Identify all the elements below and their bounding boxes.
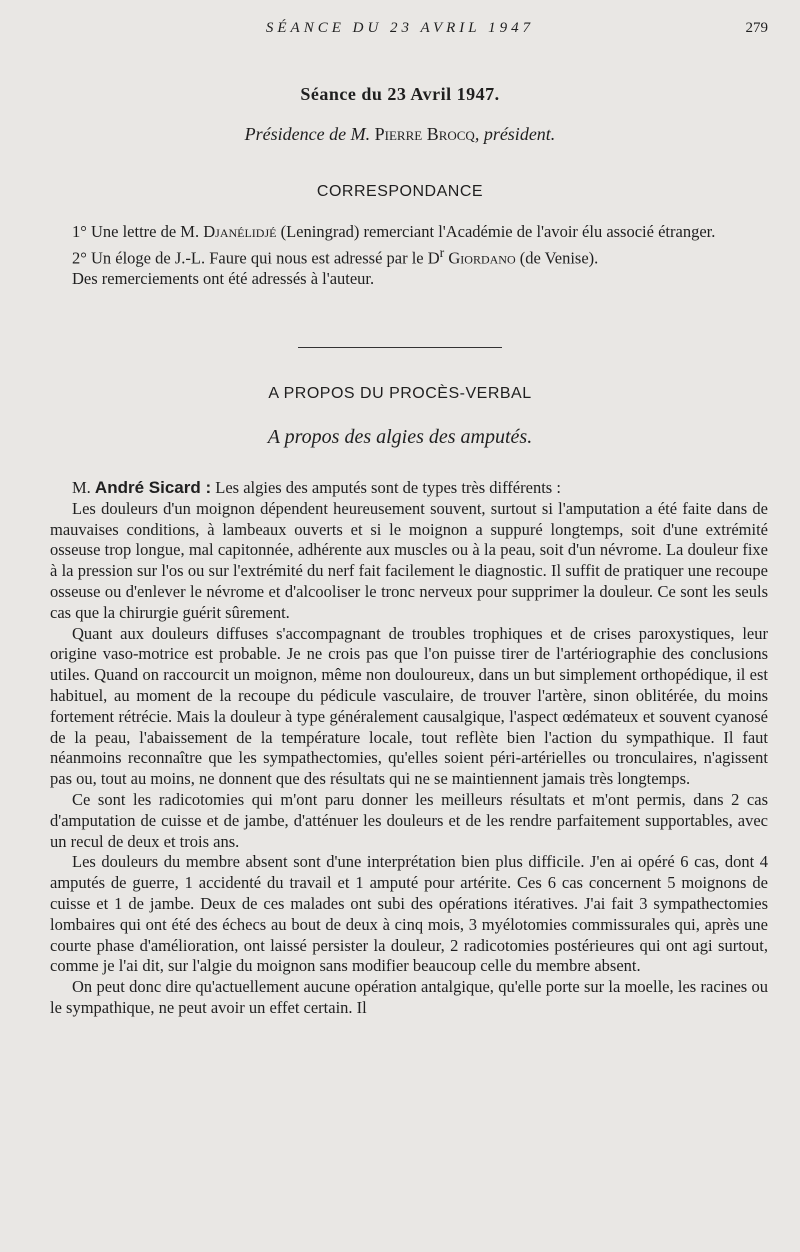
item1-name: Djanélidjé — [203, 222, 277, 241]
intervention-lead — [50, 478, 768, 499]
section-divider — [298, 347, 502, 348]
item1-suffix: (Leningrad) remerciant l'Académie de l'avoir élu associé étranger. — [280, 222, 716, 241]
session-title: Séance du 23 Avril 1947. — [300, 84, 500, 104]
page-number: 279 — [745, 20, 768, 36]
correspondance-thanks: Des remerciements ont été adressés à l'auteur. — [72, 269, 375, 289]
correspondance-heading: CORRESPONDANCE — [316, 183, 484, 200]
paragraph: Ce sont les radicotomies qui m'ont paru donner les meilleurs résultats et m'ont permis, dans 2 cas d'amputation de cuisse et de jambe, d'atténuer les douleurs et de les rendre parfaitement supportables, avec un recul de deux et trois ans. — [50, 789, 768, 851]
intervention-text — [50, 478, 768, 1019]
lead-sentence: Les algies des amputés sont de types très différents : — [215, 478, 561, 497]
paragraph: Quant aux douleurs diffuses s'accompagnant de troubles trophiques et de crises paroxystiques, leur origine vaso-motrice est probable. Je ne crois pas que l'on puisse tirer de l'artériographie des conclusions utiles. Quand on raccourcit un moignon, même non douloureux, dans un but simplement orthopédique, il est habituel, au moment de la recoupe du pédicule vasculaire, de trouver l'artère, sinon oblitérée, du moins fortement rétrécie. Mais la douleur à type généralement causalgique, l'aspect œdémateux et souvent cyanosé de la peau, l'abaissement de la température locale, tout reflète bien l'action du sympathique. Il faut néanmoins reconnaître que les sympathectomies, qu'elles soient péri-artérielles ou tronculaires, n'agissent pas ou, tout au moins, ne donnent que des résultats qui ne se maintiennent jamais très longtemps. — [50, 623, 768, 789]
item1-prefix: 1° Une lettre de M. — [72, 222, 200, 241]
item2-prefix: 2° Un éloge de J.-L. Faure qui nous est adressé par le D — [72, 248, 440, 268]
proces-verbal-heading: A PROPOS DU PROCÈS-VERBAL — [268, 385, 532, 402]
paragraph: Les douleurs du membre absent sont d'une interprétation bien plus difficile. J'en ai opéré 6 cas, dont 4 amputés de guerre, 1 accidenté du travail et 1 amputé pour artérite. Ces 6 cas concernent 5 moignons de cuisse et 1 de jambe. Deux de ces malades ont subi des opérations itératives. J'ai fait 3 sympathectomies lombaires qui ont été des échecs au bout de deux à cinq mois, 3 myélotomies commissurales qui, après une courte phase d'amélioration, ont laissé persister la douleur, 2 radicotomies postérieures qui ont agi surtout, comme je l'ai dit, sur l'algie du moignon sans modifier beaucoup celle du membre absent. — [50, 852, 768, 976]
paragraph: Les douleurs d'un moignon dépendent heureusement souvent, surtout si l'amputation a été faite dans de mauvaises conditions, à lambeaux ouverts et si le moignon a suppuré longtemps, soit d'une extrémité osseuse trop longue, mal capitonnée, adhérente aux muscles ou à la peau, soit d'un névrome. La douleur fixe à la pression sur l'os ou sur l'extrémité du nerf fait facilement le diagnostic. Il suffit de pratiquer une recoupe osseuse ou d'enlever le névrome et d'alcooliser le tronc nerveux pour supprimer la douleur. Ce sont les seuls cas que la chirurgie guérit sûrement. — [50, 498, 768, 622]
speaker-prefix: M. — [72, 478, 91, 497]
item2-name: Giordano — [448, 248, 516, 268]
presidence-line — [0, 124, 800, 145]
correspondance-block — [50, 222, 768, 290]
article-subtitle: A propos des algies des amputés. — [267, 426, 533, 448]
presidence-suffix: , président. — [474, 124, 556, 144]
correspondance-item-2 — [50, 243, 768, 269]
item2-suffix: (de Venise). — [519, 248, 599, 268]
running-title: SÉANCE DU 23 AVRIL 1947 — [265, 20, 535, 36]
running-head — [0, 18, 800, 42]
president-name: Pierre Brocq — [374, 124, 475, 144]
presidence-prefix: Présidence de M. — [244, 124, 371, 144]
speaker-name: André Sicard : — [94, 478, 212, 497]
correspondance-item-1 — [50, 222, 768, 243]
paragraph: On peut donc dire qu'actuellement aucune opération antalgique, qu'elle porte sur la moelle, les racines ou le sympathique, ne peut avoir un effet certain. Il — [50, 977, 768, 1017]
item2-sup: r — [439, 244, 445, 260]
